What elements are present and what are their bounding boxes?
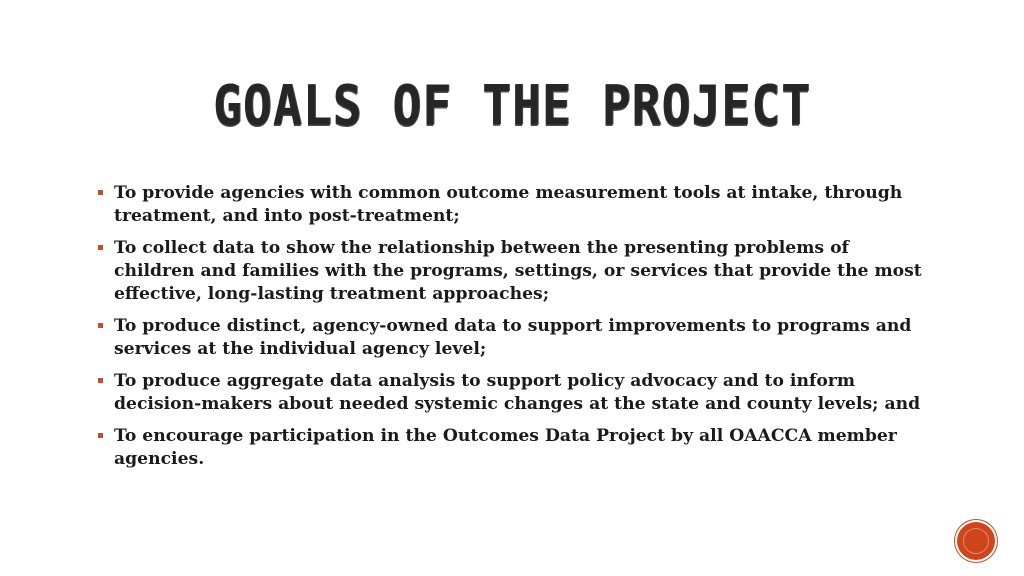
bullet-item	[98, 182, 928, 228]
bullet-item	[98, 425, 928, 471]
square-bullet-icon	[98, 190, 103, 195]
bullet-text: To collect data to show the relationship between the presenting problems of children and families with the programs, settings, or services that provide the most effective, long-lasting treatment approaches;	[114, 238, 922, 304]
circle-nav-button-icon[interactable]	[957, 522, 995, 560]
square-bullet-icon	[98, 245, 103, 250]
square-bullet-icon	[98, 323, 103, 328]
bullet-text: To provide agencies with common outcome measurement tools at intake, through treatment, and into post-treatment;	[114, 183, 903, 226]
slide-title: GOALS OF THE PROJECT	[213, 74, 811, 139]
nav-button-ring	[963, 528, 989, 554]
bullet-item	[98, 315, 928, 361]
bullet-item	[98, 237, 928, 306]
bullet-text: To encourage participation in the Outcomes Data Project by all OAACCA member agencies.	[114, 426, 897, 469]
square-bullet-icon	[98, 433, 103, 438]
bullet-text: To produce distinct, agency-owned data to support improvements to programs and services at the individual agency level;	[114, 316, 912, 359]
square-bullet-icon	[98, 378, 103, 383]
bullet-text: To produce aggregate data analysis to support policy advocacy and to inform decision-makers about needed systemic changes at the state and county levels; and	[114, 371, 921, 414]
bullet-item	[98, 370, 928, 416]
bullet-list	[98, 182, 928, 480]
